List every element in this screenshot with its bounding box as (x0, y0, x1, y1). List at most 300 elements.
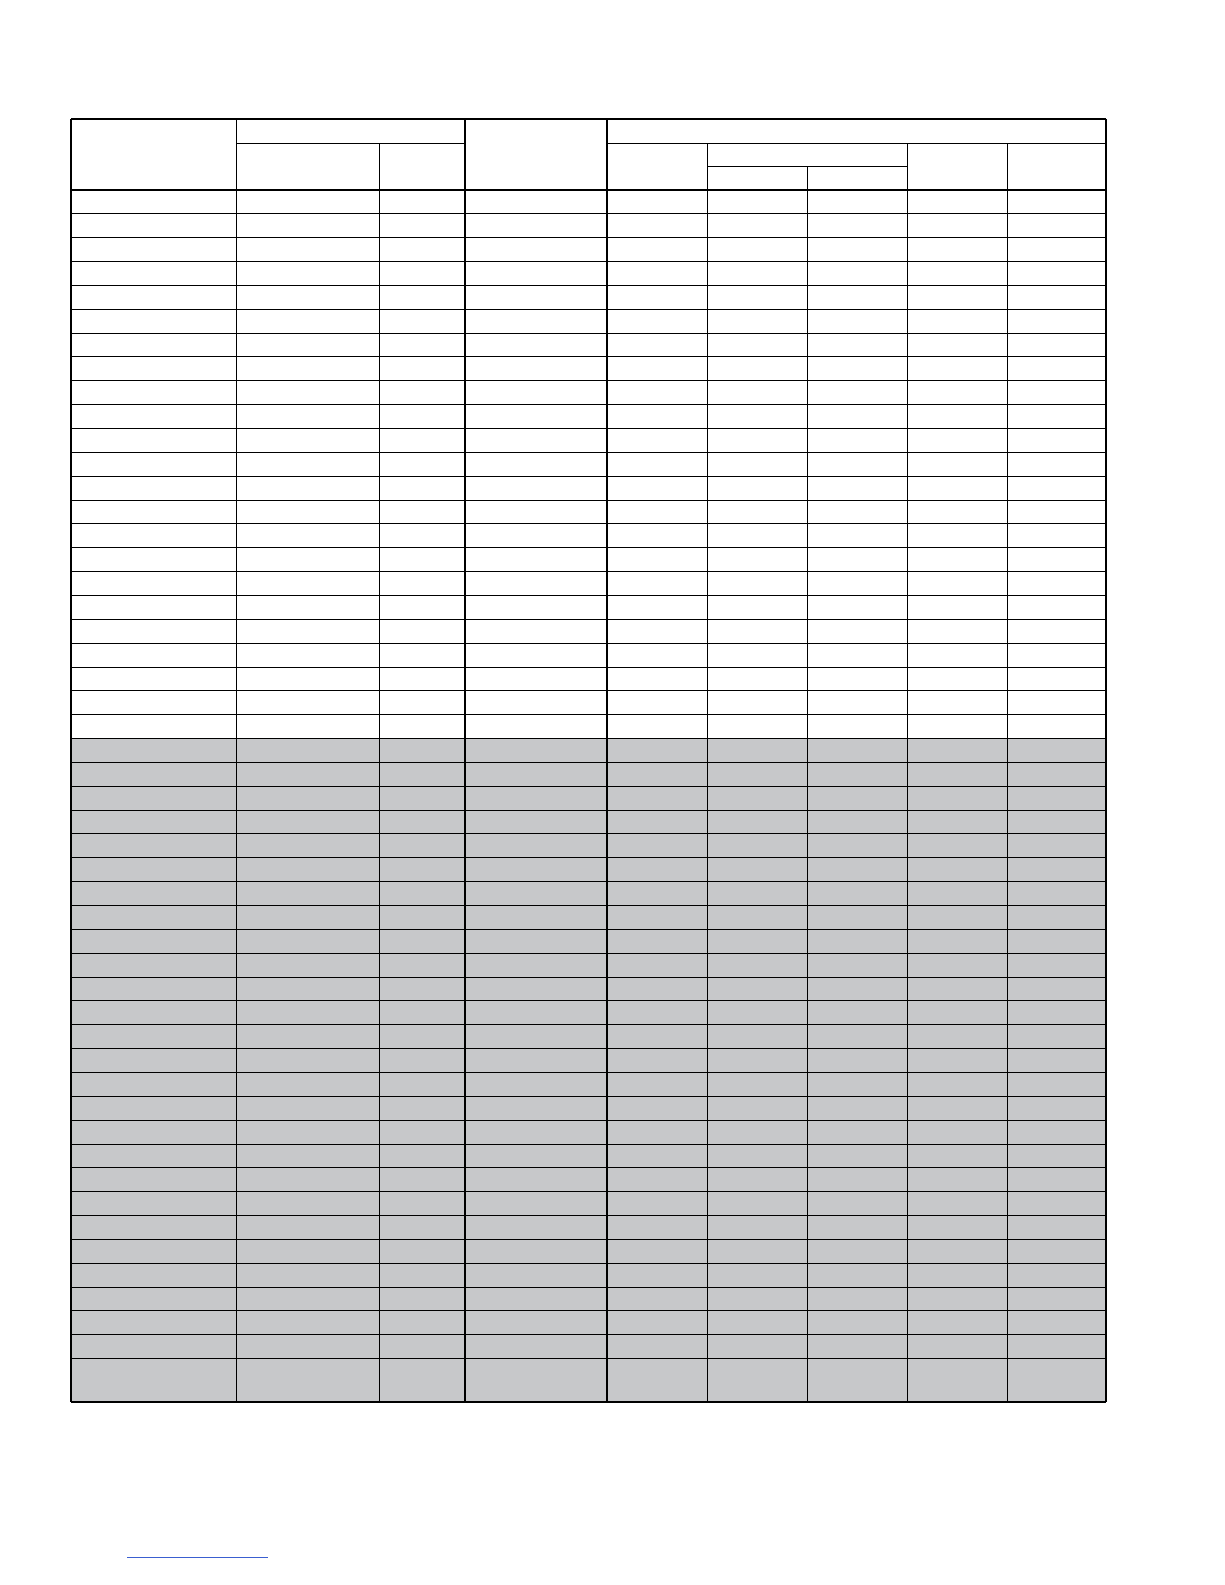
table-cell (465, 953, 607, 977)
table-cell (607, 810, 707, 834)
table-cell (236, 1049, 379, 1073)
table-cell (236, 834, 379, 858)
table-cell (707, 1287, 807, 1311)
table-cell (707, 190, 807, 214)
table-cell (907, 1096, 1007, 1120)
table-cell (379, 1192, 465, 1216)
table-cell (907, 858, 1007, 882)
table-cell (707, 643, 807, 667)
row-divider (71, 380, 1106, 381)
table-cell (1007, 1335, 1106, 1359)
row-divider (71, 1191, 1106, 1192)
table-cell (607, 500, 707, 524)
table-cell (807, 285, 907, 309)
table-cell (236, 619, 379, 643)
table-cell (236, 1072, 379, 1096)
table-cell (607, 1192, 707, 1216)
table-cell (907, 548, 1007, 572)
header-bottom-line (71, 189, 1106, 191)
table-cell (465, 190, 607, 214)
table-cell (379, 214, 465, 238)
table-cell (1007, 1168, 1106, 1192)
table-cell (71, 1239, 236, 1263)
row-divider (71, 1287, 1106, 1288)
table-cell (465, 643, 607, 667)
table-cell (907, 285, 1007, 309)
table-cell (379, 739, 465, 763)
table-cell (807, 214, 907, 238)
table-cell (807, 762, 907, 786)
table-cell (707, 1049, 807, 1073)
table-cell (379, 381, 465, 405)
table-cell (807, 1096, 907, 1120)
table-cell (807, 1168, 907, 1192)
table-cell (807, 1049, 907, 1073)
table-cell (71, 667, 236, 691)
table-cell (236, 1120, 379, 1144)
table-cell (1007, 1120, 1106, 1144)
table-cell (379, 906, 465, 930)
table-cell (807, 977, 907, 1001)
table-cell (907, 667, 1007, 691)
table-cell (1007, 262, 1106, 286)
row-divider (71, 500, 1106, 501)
table-cell (236, 739, 379, 763)
table-cell (1007, 476, 1106, 500)
table-cell (379, 190, 465, 214)
table-cell (236, 1239, 379, 1263)
table-cell (907, 1001, 1007, 1025)
table-cell (1007, 1096, 1106, 1120)
table-cell (379, 667, 465, 691)
table-cell (236, 1359, 379, 1383)
table-cell (907, 476, 1007, 500)
table-cell (1007, 357, 1106, 381)
table-cell (607, 381, 707, 405)
table-cell (236, 1311, 379, 1335)
table-cell (907, 619, 1007, 643)
column-divider (236, 119, 237, 1402)
table-cell (807, 405, 907, 429)
table-cell (907, 357, 1007, 381)
table-cell (236, 190, 379, 214)
table-cell (379, 1072, 465, 1096)
row-divider (71, 547, 1106, 548)
table-cell (465, 1359, 607, 1383)
table-cell (236, 548, 379, 572)
table-cell (1007, 691, 1106, 715)
table-cell (1007, 190, 1106, 214)
table-cell (1007, 524, 1106, 548)
table-cell (907, 762, 1007, 786)
table-cell (607, 834, 707, 858)
table-cell (236, 333, 379, 357)
table-cell (607, 548, 707, 572)
table-cell (1007, 1287, 1106, 1311)
table-cell (71, 214, 236, 238)
table-cell (1007, 858, 1106, 882)
table-cell (71, 1001, 236, 1025)
table-cell (707, 309, 807, 333)
table-cell (707, 786, 807, 810)
table-cell (707, 1359, 807, 1383)
table-cell (465, 691, 607, 715)
table-cell (71, 190, 236, 214)
row-divider (71, 309, 1106, 310)
table-cell (707, 739, 807, 763)
table-cell (907, 333, 1007, 357)
table-cell (236, 1263, 379, 1287)
row-divider (71, 428, 1106, 429)
table-cell (807, 238, 907, 262)
table-cell (379, 500, 465, 524)
table-cell (379, 1359, 465, 1383)
table-cell (379, 524, 465, 548)
table-cell (607, 1120, 707, 1144)
table-cell (71, 691, 236, 715)
table-cell (707, 906, 807, 930)
table-cell (71, 834, 236, 858)
table-cell (807, 810, 907, 834)
row-divider (71, 786, 1106, 787)
table-cell (465, 285, 607, 309)
table-cell (707, 476, 807, 500)
table-cell (379, 572, 465, 596)
table-cell (71, 1168, 236, 1192)
table-cell (379, 643, 465, 667)
table-cell (707, 1001, 807, 1025)
table-cell (1007, 977, 1106, 1001)
table-cell (236, 929, 379, 953)
table-cell (807, 500, 907, 524)
table-cell (236, 858, 379, 882)
table-cell (379, 977, 465, 1001)
table-cell (379, 1239, 465, 1263)
table-cell (465, 357, 607, 381)
table-cell (907, 1120, 1007, 1144)
table-cell (707, 1263, 807, 1287)
table-cell (71, 1144, 236, 1168)
table-cell (607, 262, 707, 286)
table-cell (1007, 786, 1106, 810)
table-cell (379, 1168, 465, 1192)
table-cell (807, 452, 907, 476)
table-cell (1007, 953, 1106, 977)
table-cell (71, 882, 236, 906)
table-cell (71, 262, 236, 286)
table-cell (807, 858, 907, 882)
table-cell (907, 1025, 1007, 1049)
table-cell (607, 333, 707, 357)
table-cell (707, 333, 807, 357)
table-cell (236, 262, 379, 286)
table-cell (379, 476, 465, 500)
table-cell (807, 906, 907, 930)
table-cell (907, 739, 1007, 763)
row-divider (71, 1358, 1106, 1359)
table-cell (379, 786, 465, 810)
table-cell (379, 357, 465, 381)
table-cell (807, 429, 907, 453)
table-cell (907, 1049, 1007, 1073)
table-cell (236, 667, 379, 691)
table-cell (807, 953, 907, 977)
table-cell (707, 381, 807, 405)
table-border-right (1105, 119, 1107, 1402)
table-cell (236, 429, 379, 453)
table-cell (607, 214, 707, 238)
table-cell (465, 1072, 607, 1096)
table-cell (465, 929, 607, 953)
table-cell (907, 1192, 1007, 1216)
table-cell (465, 262, 607, 286)
column-divider-bold (606, 119, 608, 1402)
table-cell (1007, 1216, 1106, 1240)
table-cell (465, 810, 607, 834)
table-cell (71, 786, 236, 810)
table-cell (379, 691, 465, 715)
table-cell (379, 1025, 465, 1049)
row-divider (71, 1120, 1106, 1121)
row-divider (71, 261, 1106, 262)
table-cell (707, 619, 807, 643)
row-divider (71, 953, 1106, 954)
table-cell (236, 500, 379, 524)
table-cell (71, 476, 236, 500)
table-cell (607, 1263, 707, 1287)
table-cell (236, 643, 379, 667)
table-cell (236, 405, 379, 429)
table-cell (379, 1120, 465, 1144)
table-cell (465, 524, 607, 548)
table-cell (707, 1216, 807, 1240)
table-cell (71, 906, 236, 930)
table-cell (1007, 1049, 1106, 1073)
table-cell (379, 1311, 465, 1335)
table-cell (707, 595, 807, 619)
table-cell (465, 977, 607, 1001)
table-cell (236, 452, 379, 476)
row-divider (71, 929, 1106, 930)
table-cell (607, 190, 707, 214)
table-cell (71, 381, 236, 405)
table-cell (807, 643, 907, 667)
table-cell (707, 810, 807, 834)
table-cell (236, 977, 379, 1001)
table-cell (907, 1072, 1007, 1096)
table-cell (607, 357, 707, 381)
table-cell (379, 1287, 465, 1311)
table-cell (907, 715, 1007, 739)
table-cell (907, 1287, 1007, 1311)
table-cell (71, 524, 236, 548)
row-divider (71, 977, 1106, 978)
table-cell (607, 906, 707, 930)
row-divider (71, 333, 1106, 334)
table-cell (236, 810, 379, 834)
table-cell (707, 1025, 807, 1049)
table-cell (379, 595, 465, 619)
table-cell (236, 309, 379, 333)
table-cell (236, 882, 379, 906)
table-cell (465, 834, 607, 858)
table-cell (465, 381, 607, 405)
table-cell (807, 1192, 907, 1216)
table-cell (807, 524, 907, 548)
row-divider (71, 1000, 1106, 1001)
table-cell (607, 429, 707, 453)
table-cell (807, 1311, 907, 1335)
table-cell (807, 1216, 907, 1240)
table-cell (71, 1049, 236, 1073)
table-cell (907, 572, 1007, 596)
table-cell (71, 977, 236, 1001)
row-divider (71, 404, 1106, 405)
table-cell (71, 452, 236, 476)
table-cell (236, 906, 379, 930)
table-cell (379, 1335, 465, 1359)
table-cell (607, 285, 707, 309)
table-cell (236, 524, 379, 548)
table-cell (607, 667, 707, 691)
table-cell (71, 572, 236, 596)
row-divider (71, 714, 1106, 715)
table-cell (236, 1144, 379, 1168)
table-cell (1007, 1144, 1106, 1168)
table-cell (1007, 882, 1106, 906)
row-divider (71, 452, 1106, 453)
row-divider (71, 476, 1106, 477)
table-cell (707, 572, 807, 596)
table-cell (607, 1072, 707, 1096)
table-cell (907, 929, 1007, 953)
column-divider (807, 166, 808, 1402)
row-divider (71, 762, 1106, 763)
table-cell (707, 262, 807, 286)
table-cell (465, 309, 607, 333)
table-cell (807, 834, 907, 858)
table-cell (71, 953, 236, 977)
table-cell (1007, 906, 1106, 930)
table-cell (236, 285, 379, 309)
table-cell (807, 333, 907, 357)
table-cell (465, 429, 607, 453)
column-divider-bold (464, 119, 466, 1402)
row-divider (71, 571, 1106, 572)
table-cell (807, 1359, 907, 1383)
table-cell (607, 1144, 707, 1168)
table-cell (907, 452, 1007, 476)
table-cell (907, 1263, 1007, 1287)
table-cell (71, 1096, 236, 1120)
table-cell (71, 1287, 236, 1311)
row-divider (71, 523, 1106, 524)
table-cell (807, 929, 907, 953)
table-cell (465, 476, 607, 500)
table-cell (607, 715, 707, 739)
table-cell (1007, 333, 1106, 357)
table-cell (907, 1239, 1007, 1263)
table-cell (236, 953, 379, 977)
table-cell (1007, 739, 1106, 763)
table-cell (71, 715, 236, 739)
table-cell (1007, 619, 1106, 643)
table-cell (236, 381, 379, 405)
table-cell (71, 357, 236, 381)
table-cell (379, 1216, 465, 1240)
table-cell (1007, 762, 1106, 786)
table-cell (707, 929, 807, 953)
table-cell (465, 1096, 607, 1120)
row-divider (71, 619, 1106, 620)
table-cell (1007, 381, 1106, 405)
table-cell (607, 1001, 707, 1025)
table-cell (71, 1192, 236, 1216)
table-cell (1007, 715, 1106, 739)
table-cell (707, 1168, 807, 1192)
table-cell (1007, 1239, 1106, 1263)
table-cell (236, 1025, 379, 1049)
table-cell (465, 739, 607, 763)
table-cell (607, 977, 707, 1001)
table-cell (607, 1239, 707, 1263)
table-cell (707, 762, 807, 786)
table-border-left (70, 119, 72, 1402)
table-cell (71, 810, 236, 834)
table-cell (707, 953, 807, 977)
table-cell (707, 405, 807, 429)
table-cell (907, 786, 1007, 810)
table-cell (807, 1025, 907, 1049)
table-cell (907, 500, 1007, 524)
row-divider (71, 1334, 1106, 1335)
row-divider (71, 595, 1106, 596)
table-cell (379, 858, 465, 882)
table-cell (465, 1311, 607, 1335)
table-cell (71, 929, 236, 953)
table-cell (607, 452, 707, 476)
table-cell (607, 524, 707, 548)
table-cell (607, 572, 707, 596)
table-cell (379, 238, 465, 262)
table-cell (907, 1311, 1007, 1335)
table-cell (907, 834, 1007, 858)
table-cell (71, 1311, 236, 1335)
table-cell (607, 858, 707, 882)
table-cell (807, 381, 907, 405)
row-divider (71, 1239, 1106, 1240)
table-cell (236, 476, 379, 500)
table-cell (379, 405, 465, 429)
footer-rule (127, 1557, 268, 1558)
table-cell (607, 309, 707, 333)
table-cell (607, 1311, 707, 1335)
table-cell (907, 429, 1007, 453)
row-divider (71, 1310, 1106, 1311)
table-cell (465, 1001, 607, 1025)
table-cell (707, 1192, 807, 1216)
table-cell (379, 619, 465, 643)
table-cell (465, 1025, 607, 1049)
table-cell (1007, 1001, 1106, 1025)
row-divider (71, 285, 1106, 286)
table-cell (71, 405, 236, 429)
table-cell (465, 452, 607, 476)
table-cell (807, 262, 907, 286)
table-cell (379, 834, 465, 858)
table-cell (907, 810, 1007, 834)
table-cell (236, 214, 379, 238)
